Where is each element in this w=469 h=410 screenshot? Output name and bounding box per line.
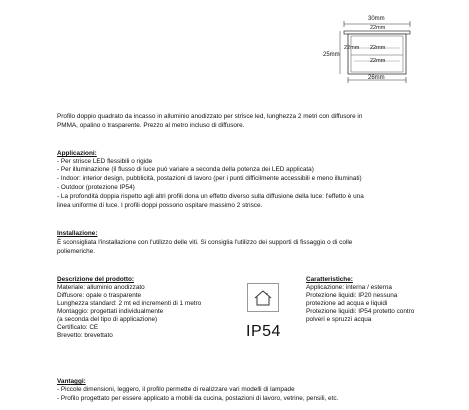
dim-bottom-label: 26mm bbox=[368, 75, 385, 81]
caratteristiche-item: Protezione liquidi: IP20 nessuna bbox=[306, 292, 398, 299]
dim-inner-left-label: 22mm bbox=[344, 45, 360, 51]
vantaggi-item: - Profilo progettato per essere applicato a mobili da cucina, postazioni di lavoro, vetrine, pensili, etc. bbox=[57, 395, 339, 402]
installazione-heading: Installazione: bbox=[57, 230, 98, 237]
caratteristiche-item: protezione ad acqua e liquidi bbox=[306, 300, 388, 307]
descrizione-item: Lunghezza standard: 2 mt ed incrementi di 1 metro bbox=[57, 300, 202, 307]
applicazioni-item: - La profondità doppia rispetto agli altri profili dona un effetto diverso sulla diffusione della luce: l'effetto è una bbox=[57, 193, 364, 200]
descrizione-item: Diffusore: opale o trasparente bbox=[57, 292, 142, 299]
dim-inner-bottom-label: 22mm bbox=[370, 58, 386, 64]
applicazioni-item: - Per strisce LED flessibili o rigide bbox=[57, 158, 153, 165]
applicazioni-item: linea uniforme di luce. I profili doppi possono ospitare massimo 2 strisce. bbox=[57, 202, 263, 209]
vantaggi-heading: Vantaggi: bbox=[57, 378, 86, 385]
ip-rating-label: IP54 bbox=[246, 323, 281, 340]
descrizione-heading: Descrizione del prodotto: bbox=[57, 276, 135, 283]
intro-line-1: Profilo doppio quadrato da incasso in alluminio anodizzato per strisce led, lunghezza 2 metri con diffusore in bbox=[57, 113, 363, 120]
applicazioni-item: - Per illuminazione (il flusso di luce può variare a seconda della potenza dei LED applicata) bbox=[57, 166, 314, 173]
intro-line-2: PMMA, opalino o trasparente. Prezzo al metro incluso di diffusore. bbox=[57, 122, 245, 129]
vantaggi-item: - Piccole dimensioni, leggero, il profilo permette di realizzare vari modelli di lampade bbox=[57, 386, 295, 393]
dim-inner-center-label: 22mm bbox=[370, 45, 386, 51]
descrizione-item: Certificato: CE bbox=[57, 324, 99, 331]
caratteristiche-item: polveri e spruzzi acqua bbox=[306, 316, 372, 323]
dim-left-label: 25mm bbox=[323, 52, 340, 58]
caratteristiche-heading: Caratteristiche: bbox=[306, 276, 353, 283]
applicazioni-item: - Outdoor (protezione IP54) bbox=[57, 184, 135, 191]
descrizione-item: Montaggio: progettati individualmente bbox=[57, 308, 164, 315]
descrizione-item: Brevetto: brevettato bbox=[57, 332, 113, 339]
dim-top-label: 30mm bbox=[368, 16, 385, 22]
caratteristiche-item: Protezione liquidi: IP54 protetto contro bbox=[306, 308, 415, 315]
caratteristiche-item: Applicazione: interna / esterna bbox=[306, 284, 392, 291]
descrizione-item: Materiale: alluminio anodizzato bbox=[57, 284, 145, 291]
house-icon bbox=[247, 283, 279, 312]
applicazioni-item: - Indoor: interior design, pubblicità, postazioni di lavoro (per i punti difficilmente accessibili e meno illuminati) bbox=[57, 175, 362, 182]
installazione-line-1: È sconsigliata l'installazione con l'utilizzo delle viti. Si consiglia l'utilizzo dei supporti di fissaggio o di colle bbox=[57, 239, 353, 246]
dim-inner-top-label: 22mm bbox=[370, 25, 386, 31]
installazione-line-2: poliemeriche. bbox=[57, 248, 96, 255]
applicazioni-heading: Applicazioni: bbox=[57, 150, 97, 157]
descrizione-item: (a seconda del tipo di applicazione) bbox=[57, 316, 158, 323]
